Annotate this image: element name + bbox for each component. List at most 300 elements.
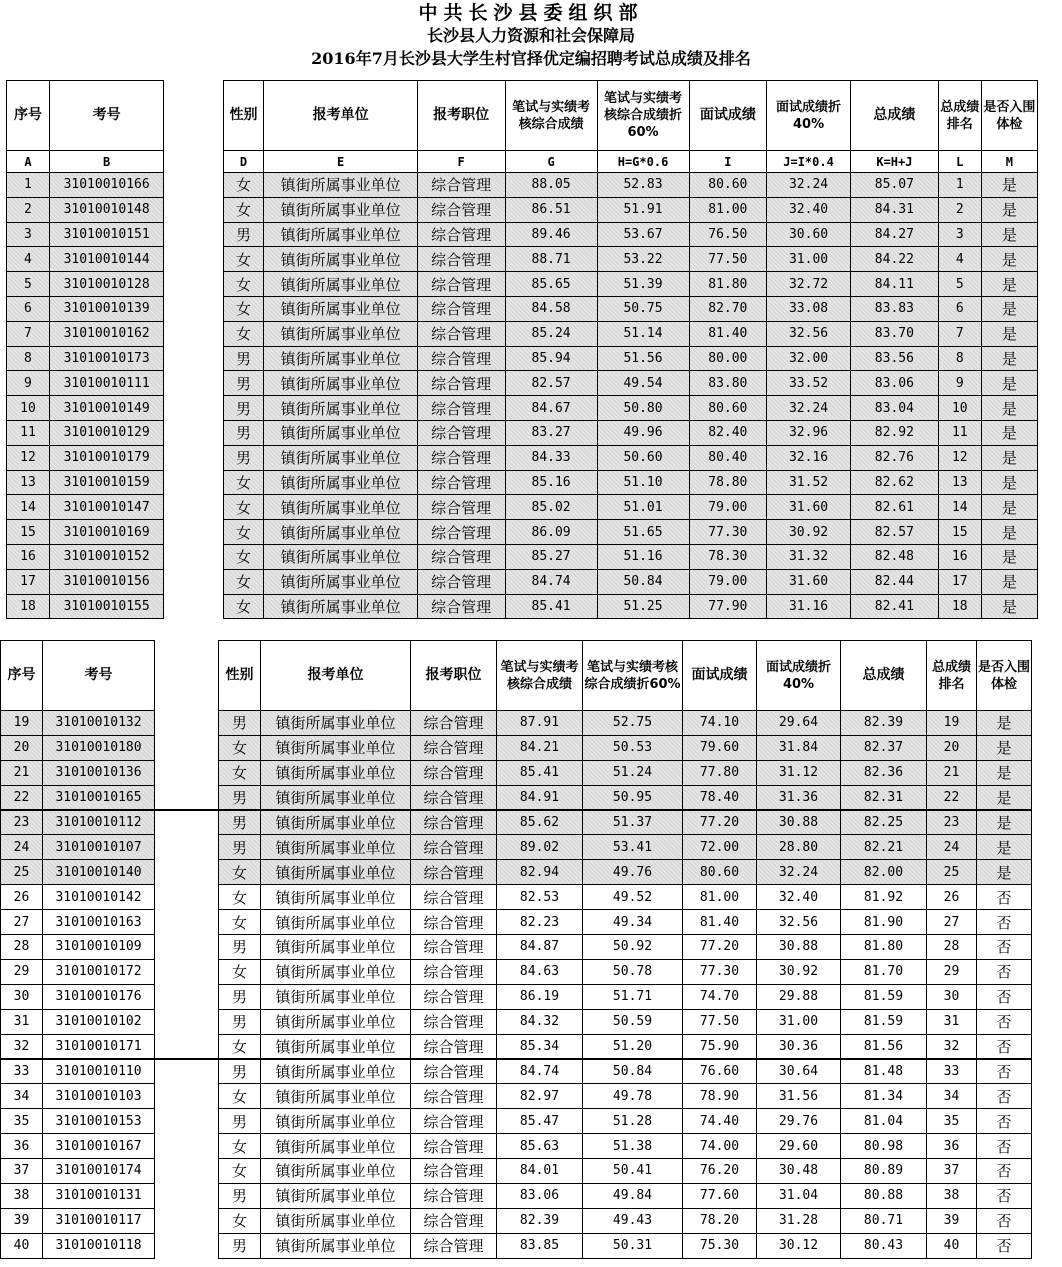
cell-total-score: 83.83	[850, 296, 938, 321]
cell-position: 综合管理	[411, 1208, 497, 1233]
cell-rank: 7	[938, 321, 981, 346]
cell-blank	[164, 272, 223, 297]
cell-rank: 20	[927, 735, 977, 760]
cell-interview-40pct: 31.56	[757, 1084, 841, 1109]
cell-shortlisted: 否	[977, 910, 1032, 935]
cell-exam-no: 31010010172	[43, 959, 155, 984]
cell-exam-no: 31010010111	[49, 371, 163, 396]
cell-interview-score: 77.80	[683, 760, 757, 785]
cell-interview-40pct: 31.16	[767, 594, 851, 619]
cell-unit: 镇街所属事业单位	[264, 520, 417, 545]
cell-total-score: 82.41	[850, 594, 938, 619]
cell-rank: 26	[927, 885, 977, 910]
table-row	[1, 760, 1032, 785]
cell-seq: 18	[7, 594, 50, 619]
cell-gender: 女	[219, 1208, 261, 1233]
cell-exam-no: 31010010142	[43, 885, 155, 910]
cell-blank	[155, 835, 219, 860]
cell-interview-score: 77.50	[683, 1009, 757, 1034]
cell-rank: 30	[927, 984, 977, 1009]
cell-interview-40pct: 33.08	[767, 296, 851, 321]
cell-position: 综合管理	[411, 910, 497, 935]
cell-interview-40pct: 28.80	[757, 835, 841, 860]
table-row	[1, 810, 1032, 835]
cell-position: 综合管理	[417, 495, 505, 520]
cell-interview-score: 80.00	[689, 346, 767, 371]
header-rank: 总成绩排名	[927, 641, 977, 711]
cell-interview-40pct: 31.84	[757, 735, 841, 760]
header-blank	[164, 81, 223, 151]
cell-rank: 12	[938, 445, 981, 470]
cell-written-60pct: 49.96	[597, 420, 689, 445]
table-row	[1, 959, 1032, 984]
cell-written-score: 85.24	[505, 321, 597, 346]
table-row	[1, 711, 1032, 736]
column-letter-gender: D	[223, 151, 264, 173]
header-written-score: 笔试与实绩考核综合成绩	[497, 641, 583, 711]
cell-seq: 6	[7, 296, 50, 321]
cell-blank	[155, 760, 219, 785]
cell-position: 综合管理	[417, 420, 505, 445]
cell-exam-no: 31010010159	[49, 470, 163, 495]
cell-written-60pct: 51.65	[597, 520, 689, 545]
cell-interview-40pct: 29.64	[757, 711, 841, 736]
cell-exam-no: 31010010163	[43, 910, 155, 935]
cell-gender: 男	[223, 445, 264, 470]
cell-written-60pct: 50.80	[597, 396, 689, 421]
cell-written-60pct: 50.60	[597, 445, 689, 470]
cell-interview-40pct: 30.48	[757, 1159, 841, 1184]
cell-rank: 16	[938, 544, 981, 569]
cell-written-score: 82.57	[505, 371, 597, 396]
table-row	[7, 321, 1038, 346]
cell-blank	[155, 984, 219, 1009]
cell-total-score: 82.92	[850, 420, 938, 445]
cell-written-score: 83.85	[497, 1233, 583, 1258]
cell-gender: 男	[223, 371, 264, 396]
header-written-60pct: 笔试与实绩考核综合成绩折60%	[583, 641, 683, 711]
table-row	[7, 396, 1038, 421]
cell-exam-no: 31010010144	[49, 247, 163, 272]
cell-gender: 女	[219, 959, 261, 984]
cell-rank: 39	[927, 1208, 977, 1233]
cell-exam-no: 31010010132	[43, 711, 155, 736]
cell-written-score: 85.65	[505, 272, 597, 297]
cell-unit: 镇街所属事业单位	[261, 860, 411, 885]
cell-position: 综合管理	[417, 173, 505, 198]
cell-exam-no: 31010010109	[43, 935, 155, 960]
cell-total-score: 80.89	[841, 1159, 927, 1184]
cell-unit: 镇街所属事业单位	[264, 296, 417, 321]
cell-position: 综合管理	[411, 810, 497, 835]
cell-unit: 镇街所属事业单位	[261, 885, 411, 910]
cell-interview-score: 76.60	[683, 1059, 757, 1084]
cell-rank: 8	[938, 346, 981, 371]
cell-gender: 女	[223, 272, 264, 297]
cell-gender: 男	[223, 346, 264, 371]
cell-interview-score: 81.00	[689, 197, 767, 222]
cell-rank: 29	[927, 959, 977, 984]
cell-interview-score: 78.30	[689, 544, 767, 569]
cell-interview-40pct: 32.16	[767, 445, 851, 470]
cell-interview-score: 77.90	[689, 594, 767, 619]
cell-written-60pct: 51.10	[597, 470, 689, 495]
cell-written-60pct: 51.37	[583, 810, 683, 835]
cell-seq: 10	[7, 396, 50, 421]
header-total-score: 总成绩	[841, 641, 927, 711]
header-unit: 报考单位	[264, 81, 417, 151]
cell-rank: 18	[938, 594, 981, 619]
cell-shortlisted: 是	[977, 785, 1032, 810]
cell-interview-40pct: 31.00	[757, 1009, 841, 1034]
cell-seq: 3	[7, 222, 50, 247]
cell-interview-40pct: 32.24	[757, 860, 841, 885]
cell-exam-no: 31010010179	[49, 445, 163, 470]
cell-interview-40pct: 32.56	[757, 910, 841, 935]
cell-exam-no: 31010010171	[43, 1034, 155, 1059]
cell-blank	[164, 296, 223, 321]
cell-interview-40pct: 30.88	[757, 810, 841, 835]
cell-written-score: 85.16	[505, 470, 597, 495]
header-position: 报考职位	[417, 81, 505, 151]
cell-rank: 6	[938, 296, 981, 321]
cell-gender: 男	[219, 1059, 261, 1084]
cell-blank	[155, 885, 219, 910]
cell-position: 综合管理	[417, 569, 505, 594]
table-row	[7, 520, 1038, 545]
cell-rank: 9	[938, 371, 981, 396]
cell-unit: 镇街所属事业单位	[264, 569, 417, 594]
cell-total-score: 82.00	[841, 860, 927, 885]
cell-written-60pct: 51.20	[583, 1034, 683, 1059]
cell-total-score: 85.07	[850, 173, 938, 198]
table-row	[7, 247, 1038, 272]
cell-unit: 镇街所属事业单位	[261, 959, 411, 984]
header-exam-no: 考号	[49, 81, 163, 151]
cell-total-score: 82.39	[841, 711, 927, 736]
cell-total-score: 83.06	[850, 371, 938, 396]
cell-exam-no: 31010010149	[49, 396, 163, 421]
cell-total-score: 82.37	[841, 735, 927, 760]
cell-total-score: 84.27	[850, 222, 938, 247]
cell-interview-score: 77.20	[683, 935, 757, 960]
cell-blank	[155, 1034, 219, 1059]
header-shortlisted: 是否入围体检	[981, 81, 1037, 151]
cell-position: 综合管理	[411, 785, 497, 810]
cell-unit: 镇街所属事业单位	[264, 272, 417, 297]
cell-position: 综合管理	[417, 470, 505, 495]
cell-blank	[155, 711, 219, 736]
cell-total-score: 82.36	[841, 760, 927, 785]
cell-written-score: 84.74	[505, 569, 597, 594]
cell-total-score: 81.48	[841, 1059, 927, 1084]
cell-exam-no: 31010010128	[49, 272, 163, 297]
cell-rank: 10	[938, 396, 981, 421]
cell-written-score: 88.71	[505, 247, 597, 272]
cell-interview-score: 74.10	[683, 711, 757, 736]
title-org: 中共长沙县委组织部	[418, 2, 644, 24]
cell-written-score: 82.94	[497, 860, 583, 885]
cell-written-score: 82.53	[497, 885, 583, 910]
cell-gender: 女	[223, 173, 264, 198]
cell-interview-score: 79.60	[683, 735, 757, 760]
cell-gender: 男	[219, 711, 261, 736]
cell-written-score: 82.39	[497, 1208, 583, 1233]
cell-shortlisted: 是	[981, 495, 1037, 520]
cell-shortlisted: 是	[981, 520, 1037, 545]
cell-blank	[164, 569, 223, 594]
cell-gender: 女	[219, 1084, 261, 1109]
cell-unit: 镇街所属事业单位	[261, 1009, 411, 1034]
cell-seq: 38	[1, 1183, 43, 1208]
cell-interview-40pct: 32.40	[767, 197, 851, 222]
cell-interview-40pct: 31.52	[767, 470, 851, 495]
cell-gender: 男	[223, 396, 264, 421]
cell-written-score: 84.67	[505, 396, 597, 421]
cell-interview-40pct: 32.24	[767, 396, 851, 421]
cell-interview-40pct: 32.40	[757, 885, 841, 910]
cell-total-score: 81.90	[841, 910, 927, 935]
table-row	[7, 197, 1038, 222]
cell-shortlisted: 否	[977, 935, 1032, 960]
cell-interview-40pct: 30.92	[757, 959, 841, 984]
header-unit: 报考单位	[261, 641, 411, 711]
cell-gender: 女	[223, 569, 264, 594]
cell-exam-no: 31010010169	[49, 520, 163, 545]
cell-exam-no: 31010010155	[49, 594, 163, 619]
cell-interview-score: 82.70	[689, 296, 767, 321]
cell-interview-40pct: 31.28	[757, 1208, 841, 1233]
cell-total-score: 84.31	[850, 197, 938, 222]
cell-gender: 女	[219, 1134, 261, 1159]
header-seq: 序号	[7, 81, 50, 151]
cell-interview-40pct: 30.92	[767, 520, 851, 545]
cell-rank: 21	[927, 760, 977, 785]
cell-shortlisted: 否	[977, 1084, 1032, 1109]
header-exam-no: 考号	[43, 641, 155, 711]
cell-unit: 镇街所属事业单位	[264, 470, 417, 495]
cell-interview-40pct: 31.04	[757, 1183, 841, 1208]
cell-total-score: 84.22	[850, 247, 938, 272]
cell-rank: 17	[938, 569, 981, 594]
cell-blank	[164, 173, 223, 198]
cell-interview-score: 83.80	[689, 371, 767, 396]
cell-blank	[164, 396, 223, 421]
cell-total-score: 82.25	[841, 810, 927, 835]
header-gender: 性别	[219, 641, 261, 711]
cell-gender: 女	[223, 197, 264, 222]
cell-blank	[164, 495, 223, 520]
cell-unit: 镇街所属事业单位	[264, 544, 417, 569]
column-letter-interview-score: I	[689, 151, 767, 173]
cell-unit: 镇街所属事业单位	[264, 420, 417, 445]
cell-unit: 镇街所属事业单位	[261, 785, 411, 810]
cell-interview-score: 78.80	[689, 470, 767, 495]
cell-seq: 13	[7, 470, 50, 495]
cell-blank	[164, 445, 223, 470]
cell-gender: 男	[219, 785, 261, 810]
cell-shortlisted: 否	[977, 1009, 1032, 1034]
cell-written-score: 84.74	[497, 1059, 583, 1084]
cell-total-score: 83.70	[850, 321, 938, 346]
cell-position: 综合管理	[411, 1084, 497, 1109]
cell-seq: 7	[7, 321, 50, 346]
table-row	[1, 984, 1032, 1009]
cell-seq: 2	[7, 197, 50, 222]
cell-position: 综合管理	[411, 1159, 497, 1184]
cell-interview-score: 80.60	[689, 173, 767, 198]
cell-exam-no: 31010010174	[43, 1159, 155, 1184]
cell-unit: 镇街所属事业单位	[264, 371, 417, 396]
cell-written-score: 89.46	[505, 222, 597, 247]
cell-interview-score: 78.40	[683, 785, 757, 810]
cell-gender: 男	[219, 1109, 261, 1134]
cell-unit: 镇街所属事业单位	[261, 1059, 411, 1084]
cell-gender: 男	[223, 420, 264, 445]
header-gender: 性别	[223, 81, 264, 151]
cell-rank: 34	[927, 1084, 977, 1109]
cell-blank	[164, 594, 223, 619]
cell-written-score: 85.27	[505, 544, 597, 569]
cell-position: 综合管理	[417, 396, 505, 421]
cell-position: 综合管理	[417, 371, 505, 396]
cell-unit: 镇街所属事业单位	[261, 735, 411, 760]
cell-seq: 17	[7, 569, 50, 594]
cell-interview-score: 77.30	[689, 520, 767, 545]
cell-total-score: 82.44	[850, 569, 938, 594]
cell-rank: 35	[927, 1109, 977, 1134]
cell-unit: 镇街所属事业单位	[261, 984, 411, 1009]
cell-rank: 4	[938, 247, 981, 272]
cell-unit: 镇街所属事业单位	[264, 321, 417, 346]
cell-seq: 15	[7, 520, 50, 545]
cell-exam-no: 31010010166	[49, 173, 163, 198]
cell-written-60pct: 49.52	[583, 885, 683, 910]
table-row	[7, 445, 1038, 470]
cell-seq: 9	[7, 371, 50, 396]
table-row	[1, 785, 1032, 810]
cell-written-60pct: 51.28	[583, 1109, 683, 1134]
table-row	[1, 735, 1032, 760]
table-row	[1, 1183, 1032, 1208]
cell-blank	[155, 910, 219, 935]
cell-shortlisted: 是	[981, 321, 1037, 346]
cell-seq: 26	[1, 885, 43, 910]
cell-interview-40pct: 32.72	[767, 272, 851, 297]
cell-unit: 镇街所属事业单位	[264, 495, 417, 520]
cell-exam-no: 31010010140	[43, 860, 155, 885]
cell-exam-no: 31010010165	[43, 785, 155, 810]
cell-shortlisted: 否	[977, 1034, 1032, 1059]
cell-exam-no: 31010010131	[43, 1183, 155, 1208]
cell-seq: 27	[1, 910, 43, 935]
cell-unit: 镇街所属事业单位	[264, 445, 417, 470]
cell-interview-score: 75.30	[683, 1233, 757, 1258]
table-row	[1, 1134, 1032, 1159]
cell-unit: 镇街所属事业单位	[261, 1034, 411, 1059]
cell-shortlisted: 是	[981, 371, 1037, 396]
cell-shortlisted: 是	[981, 197, 1037, 222]
cell-exam-no: 31010010147	[49, 495, 163, 520]
table-row	[1, 835, 1032, 860]
cell-seq: 36	[1, 1134, 43, 1159]
cell-written-60pct: 53.41	[583, 835, 683, 860]
cell-blank	[155, 1109, 219, 1134]
cell-seq: 16	[7, 544, 50, 569]
results-table-part2	[0, 640, 1032, 1259]
cell-shortlisted: 是	[981, 296, 1037, 321]
cell-written-score: 84.32	[497, 1009, 583, 1034]
cell-interview-score: 80.60	[683, 860, 757, 885]
cell-gender: 女	[223, 296, 264, 321]
cell-rank: 11	[938, 420, 981, 445]
cell-seq: 22	[1, 785, 43, 810]
cell-rank: 31	[927, 1009, 977, 1034]
cell-seq: 32	[1, 1034, 43, 1059]
header-blank	[155, 641, 219, 711]
table-row	[1, 1059, 1032, 1084]
cell-unit: 镇街所属事业单位	[261, 1084, 411, 1109]
cell-blank	[155, 785, 219, 810]
cell-total-score: 81.92	[841, 885, 927, 910]
cell-gender: 女	[223, 321, 264, 346]
cell-written-score: 88.05	[505, 173, 597, 198]
cell-interview-40pct: 31.00	[767, 247, 851, 272]
cell-shortlisted: 否	[977, 1183, 1032, 1208]
cell-blank	[155, 935, 219, 960]
cell-interview-40pct: 30.60	[767, 222, 851, 247]
cell-seq: 29	[1, 959, 43, 984]
cell-position: 综合管理	[411, 1183, 497, 1208]
cell-written-60pct: 53.22	[597, 247, 689, 272]
table-row	[7, 470, 1038, 495]
cell-position: 综合管理	[411, 835, 497, 860]
cell-rank: 15	[938, 520, 981, 545]
cell-seq: 34	[1, 1084, 43, 1109]
cell-unit: 镇街所属事业单位	[264, 222, 417, 247]
cell-exam-no: 31010010129	[49, 420, 163, 445]
cell-total-score: 82.31	[841, 785, 927, 810]
cell-written-score: 85.41	[505, 594, 597, 619]
cell-total-score: 82.21	[841, 835, 927, 860]
cell-unit: 镇街所属事业单位	[264, 346, 417, 371]
cell-interview-40pct: 32.24	[767, 173, 851, 198]
cell-blank	[164, 346, 223, 371]
cell-gender: 女	[223, 495, 264, 520]
cell-written-score: 87.91	[497, 711, 583, 736]
cell-seq: 33	[1, 1059, 43, 1084]
cell-exam-no: 31010010148	[49, 197, 163, 222]
cell-shortlisted: 是	[977, 760, 1032, 785]
cell-exam-no: 31010010139	[49, 296, 163, 321]
table-row	[1, 1009, 1032, 1034]
header-interview-score: 面试成绩	[683, 641, 757, 711]
cell-exam-no: 31010010156	[49, 569, 163, 594]
cell-position: 综合管理	[417, 544, 505, 569]
cell-exam-no: 31010010176	[43, 984, 155, 1009]
cell-written-60pct: 51.91	[597, 197, 689, 222]
cell-written-60pct: 49.54	[597, 371, 689, 396]
cell-blank	[155, 810, 219, 835]
header-written-60pct: 笔试与实绩考核综合成绩折60%	[597, 81, 689, 151]
cell-rank: 40	[927, 1233, 977, 1258]
cell-written-score: 84.63	[497, 959, 583, 984]
header-row	[1, 641, 1032, 711]
cell-total-score: 82.62	[850, 470, 938, 495]
cell-rank: 33	[927, 1059, 977, 1084]
cell-gender: 女	[223, 544, 264, 569]
cell-blank	[155, 1233, 219, 1258]
